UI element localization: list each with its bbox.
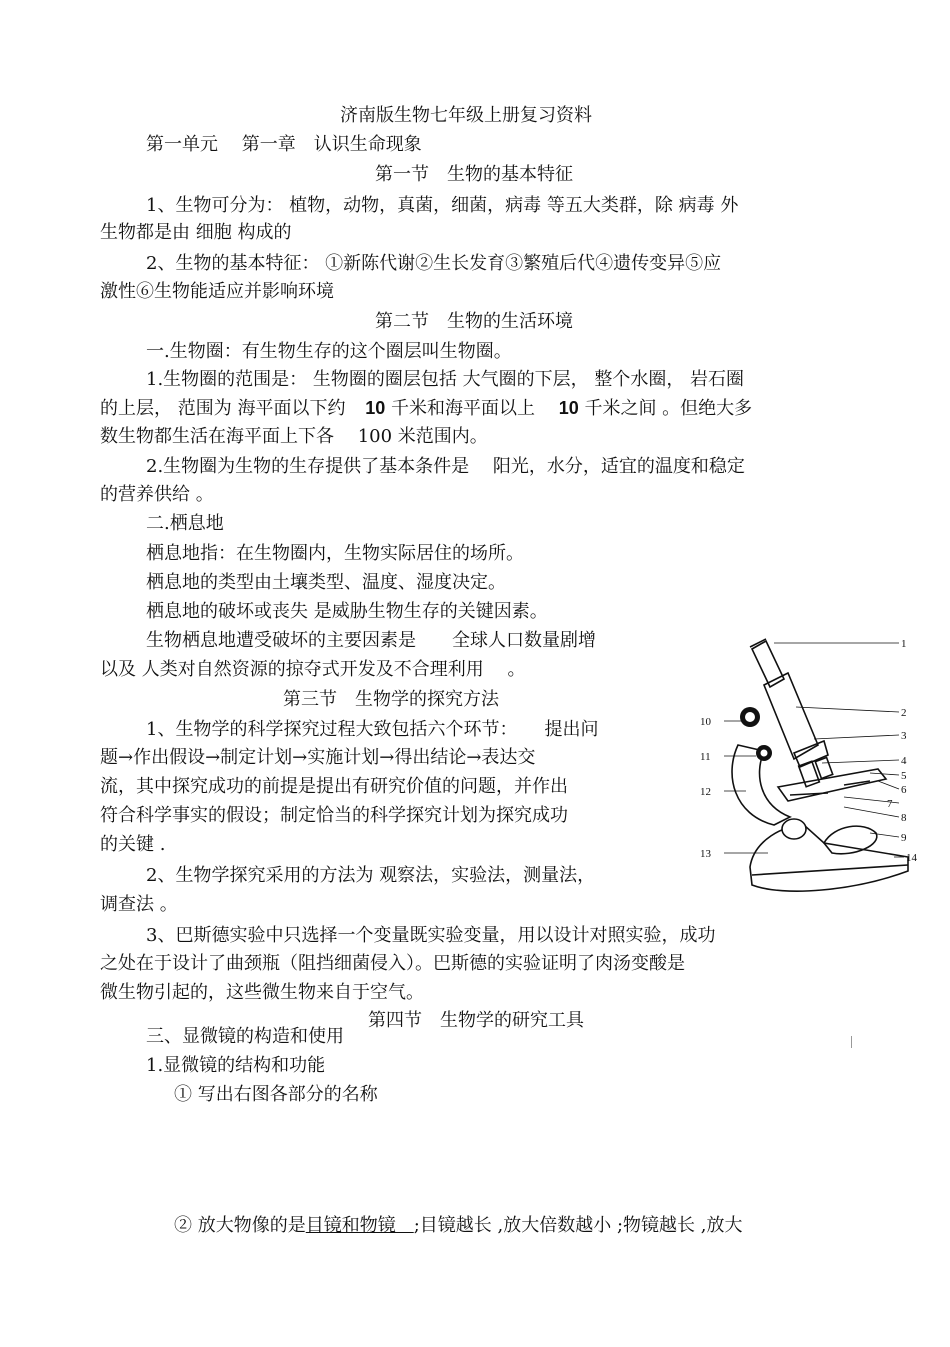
habitat-loss: 栖息地的破坏或丧失 是威胁生物生存的关键因素。 [146, 601, 548, 622]
sec4-item-2-part1: ② 放大物像的是 [174, 1215, 306, 1236]
section-3-title: 第三节 生物学的探究方法 [283, 689, 499, 710]
sea-depth-value: 10 [365, 398, 386, 418]
eyepiece-tube [752, 641, 784, 687]
sec3-p2-line2: 调查法 。 [100, 894, 178, 915]
sec3-p1-line1: 1、生物学的科学探究过程大致包括六个环节： 提出问 [146, 719, 599, 740]
label-5: 5 [901, 770, 907, 782]
label-7: 7 [887, 798, 893, 810]
sec2-p2-line2: 的营养供给 。 [100, 484, 214, 505]
sec1-p1-line2: 生物都是由 细胞 构成的 [100, 222, 292, 243]
sec2-heading-1: 一.生物圈：有生物生存的这个圈层叫生物圈。 [146, 341, 512, 362]
label-9: 9 [901, 832, 907, 844]
sec3-p1-line2: 题→作出假设→制定计划→实施计划→得出结论→表达交 [100, 747, 536, 768]
sec3-p1-line5: 的关键 . [100, 834, 166, 855]
sec4-heading-1: 三、显微镜的构造和使用 [146, 1026, 344, 1047]
sec2-p1-line2 [100, 397, 752, 420]
sec1-p2-line1: 2、生物的基本特征： ①新陈代谢②生长发育③繁殖后代④遗传变异⑤应 [146, 253, 722, 274]
label-4: 4 [901, 755, 907, 767]
sec2-p1-line2-part3: 千米之间 。但绝大多 [584, 398, 753, 419]
label-12: 12 [700, 786, 711, 798]
sec2-p1-line1: 1.生物圈的范围是： 生物圈的圈层包括 大气圈的下层， 整个水圈， 岩石圈 [146, 369, 745, 390]
sec4-item-2 [174, 1215, 742, 1237]
sec4-item-2-part2: ;目镜越长 ,放大倍数越小 ;物镜越长 ,放大 [413, 1215, 743, 1236]
label-8: 8 [901, 812, 907, 824]
sec2-p1-line2-part1: 的上层， 范围为 海平面以下约 [100, 398, 346, 419]
sec3-p3-line1: 3、巴斯德实验中只选择一个变量既实验变量，用以设计对照实验，成功 [146, 925, 716, 946]
section-2-title: 第二节 生物的生活环境 [375, 311, 573, 332]
microscope-diagram [694, 635, 929, 895]
sec3-p3-line3: 微生物引起的，这些微生物来自于空气。 [100, 982, 424, 1003]
sec2-p1-line3: 数生物都生活在海平面上下各 100 米范围内。 [100, 426, 488, 447]
sec1-p1-line1: 1、生物可分为： 植物，动物，真菌，细菌，病毒 等五大类群，除 病毒 外 [146, 195, 739, 216]
label-2: 2 [901, 707, 907, 719]
label-11: 11 [700, 751, 711, 763]
section-1-title: 第一节 生物的基本特征 [375, 164, 573, 185]
sec3-p1-line4: 符合科学事实的假设；制定恰当的科学探究计划为探究成功 [100, 805, 568, 826]
habitat-definition: 栖息地指：在生物圈内，生物实际居住的场所。 [146, 543, 524, 564]
habitat-damage-line2: 以及 人类对自然资源的掠夺式开发及不合理利用 。 [100, 659, 526, 680]
sec1-p2-line2: 激性⑥生物能适应并影响环境 [100, 281, 334, 302]
habitat-damage-line1: 生物栖息地遭受破坏的主要因素是 全球人口数量剧增 [146, 630, 596, 651]
sec3-p1-line3: 流，其中探究成功的前提是提出有研究价值的问题，并作出 [100, 776, 568, 797]
label-1: 1 [901, 638, 907, 650]
sec3-p2-line1: 2、生物学探究采用的方法为 观察法，实验法，测量法， [146, 865, 596, 886]
sec2-p1-line2-part2: 千米和海平面以上 [390, 398, 535, 419]
unit-heading: 第一单元 第一章 认识生命现象 [146, 134, 422, 155]
habitat-types: 栖息地的类型由土壤类型、温度、湿度决定。 [146, 572, 506, 593]
sec4-heading-2: 1.显微镜的结构和功能 [146, 1055, 326, 1076]
section-4-title: 第四节 生物学的研究工具 [368, 1010, 584, 1031]
label-6: 6 [901, 784, 907, 796]
sec2-p2-line1: 2.生物圈为生物的生存提供了基本条件是 阳光，水分，适宜的温度和稳定 [146, 456, 745, 477]
label-14: 14 [906, 852, 917, 864]
altitude-value: 10 [558, 398, 579, 418]
doc-title: 济南版生物七年级上册复习资料 [340, 105, 592, 126]
mirror [824, 826, 877, 854]
sec4-item-1: ① 写出右图各部分的名称 [174, 1084, 378, 1105]
label-3: 3 [901, 730, 907, 742]
label-13: 13 [700, 848, 711, 860]
sec4-item-2-answer: 目镜和物镜 [305, 1215, 414, 1236]
sec3-p3-line2: 之处在于设计了曲颈瓶（阻挡细菌侵入）。巴斯德的实验证明了肉汤变酸是 [100, 953, 685, 974]
objective-lens-2 [815, 757, 832, 778]
sec2-heading-2: 二.栖息地 [146, 513, 224, 534]
margin-mark [851, 1036, 852, 1048]
label-10: 10 [700, 716, 711, 728]
